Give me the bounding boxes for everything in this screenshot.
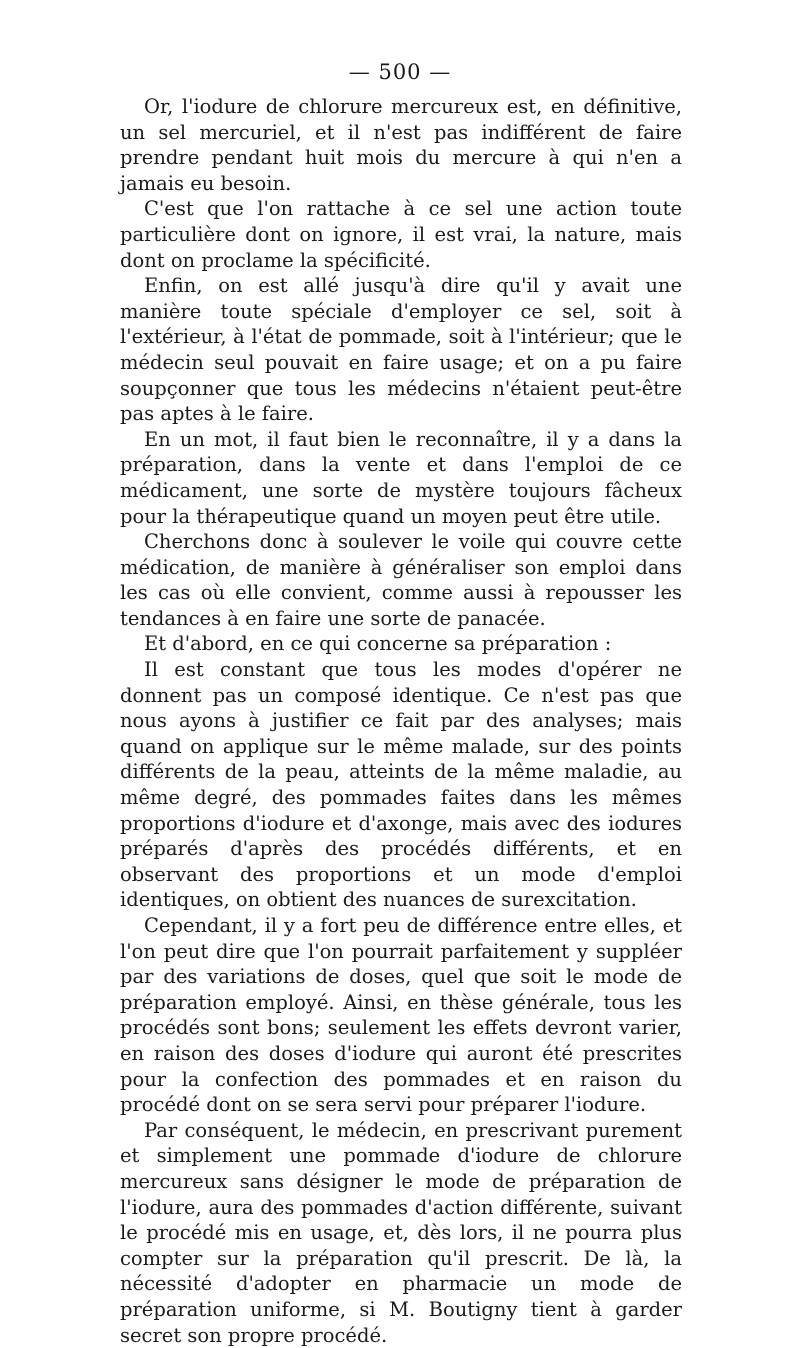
paragraph: C'est que l'on rattache à ce sel une action toute particulière dont on ignore, il est vrai, la nature, mais dont on proclame la spécificité. bbox=[120, 197, 682, 272]
paragraph: Cependant, il y a fort peu de différence entre elles, et l'on peut dire que l'on pourrait parfaitement y suppléer par des variations de doses, quel que soit le mode de préparation employé. Ainsi, en thèse générale, tous les procédés sont bons; seulement les effets devront varier, en raison des doses d'iodure qui auront été prescrites pour la confection des pommades et en raison du procédé dont on se sera servi pour préparer l'iodure. bbox=[120, 914, 682, 1117]
paragraph: Il est constant que tous les modes d'opérer ne donnent pas un composé identique. Ce n'est pas que nous ayons à justifier ce fait par des analyses; mais quand on applique sur le même malade, sur des points différents de la peau, atteints de la même maladie, au même degré, des pommades faites dans les mêmes proportions d'iodure et d'axonge, mais avec des iodures préparés d'après des procédés différents, et en observant des proportions et un mode d'emploi identiques, on obtient des nuances de surexcitation. bbox=[120, 658, 682, 912]
page-number: — 500 — bbox=[348, 60, 452, 84]
paragraph: Cherchons donc à soulever le voile qui couvre cette médication, de manière à généraliser son emploi dans les cas où elle convient, comme aussi à repousser les tendances à en faire une sorte de panacée. bbox=[120, 530, 682, 630]
paragraph: Or, l'iodure de chlorure mercureux est, en définitive, un sel mercuriel, et il n'est pas indifférent de faire prendre pendant huit mois du mercure à qui n'en a jamais eu besoin. bbox=[120, 95, 682, 195]
body-text bbox=[120, 94, 682, 1348]
paragraph: Et d'abord, en ce qui concerne sa préparation : bbox=[144, 632, 612, 656]
paragraph: Enfin, on est allé jusqu'à dire qu'il y avait une manière toute spéciale d'employer ce sel, soit à l'extérieur, à l'état de pommade, soit à l'intérieur; que le médecin seul pouvait en faire usage; et on a pu faire soupçonner que tous les médecins n'étaient peut-être pas aptes à le faire. bbox=[120, 274, 682, 426]
paragraph: En un mot, il faut bien le reconnaître, il y a dans la préparation, dans la vente et dans l'emploi de ce médicament, une sorte de mystère toujours fâcheux pour la thérapeutique quand un moyen peut être utile. bbox=[120, 427, 682, 528]
paragraph: Par conséquent, le médecin, en prescrivant purement et simplement une pommade d'iodure de chlorure mercureux sans désigner le mode de préparation de l'iodure, aura des pommades d'action différente, suivant le procédé mis en usage, et, dès lors, il ne pourra plus compter sur la préparation qu'il prescrit. De là, la nécessité d'adopter en pharmacie un mode de préparation uniforme, si M. Boutigny tient à garder secret son propre procédé. bbox=[120, 1118, 682, 1347]
